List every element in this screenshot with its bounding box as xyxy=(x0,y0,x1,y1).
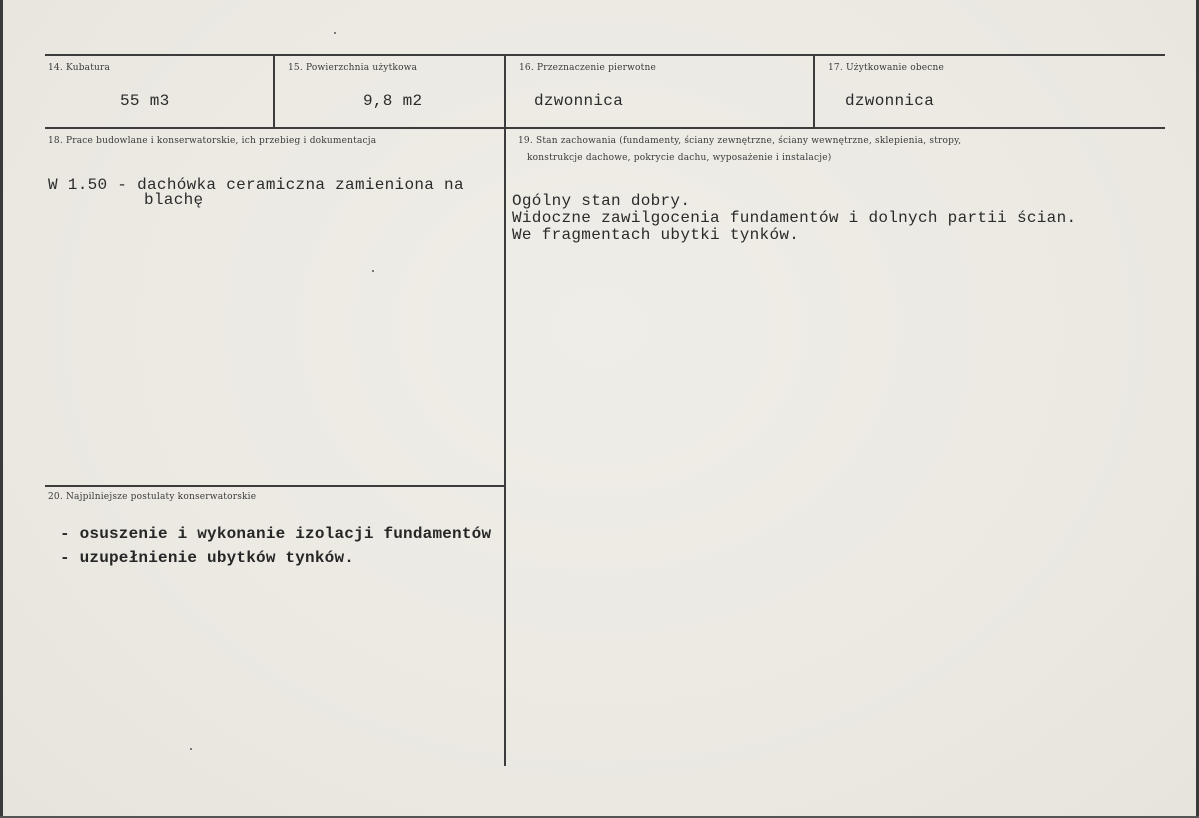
stan-line-1: Ogólny stan dobry. xyxy=(512,192,691,210)
postulaty-line-1: - osuszenie i wykonanie izolacji fundamentów xyxy=(60,525,492,543)
stan-label-line-1: 19. Stan zachowania (fundamenty, ściany zewnętrzne, ściany wewnętrzne, sklepienia, stropy, xyxy=(518,136,962,146)
postulaty-label: 20. Najpilniejsze postulaty konserwatorskie xyxy=(48,492,257,502)
divider-14-15 xyxy=(273,56,275,128)
divider-15-16 xyxy=(504,56,506,766)
prace-label: 18. Prace budowlane i konserwatorskie, ich przebieg i dokumentacja xyxy=(48,136,377,146)
kubatura-value: 55 m3 xyxy=(120,92,170,110)
stan-label-line-2: konstrukcje dachowe, pokrycie dachu, wyposażenie i instalacje) xyxy=(527,153,832,163)
postulaty-line-2: - uzupełnienie ubytków tynków. xyxy=(60,549,355,567)
card-left-edge xyxy=(0,0,3,818)
divider-16-17 xyxy=(813,56,815,128)
powierzchnia-value: 9,8 m2 xyxy=(363,92,423,110)
prace-line-1: W 1.50 - dachówka ceramiczna zamieniona na xyxy=(48,176,464,194)
paper-speck xyxy=(334,32,336,34)
paper-speck xyxy=(190,748,192,750)
row1-bottom-rule xyxy=(45,127,1165,129)
stan-line-2: Widoczne zawilgocenia fundamentów i dolnych partii ścian. xyxy=(512,209,1077,227)
paper-speck xyxy=(372,270,374,272)
przeznaczenie-value: dzwonnica xyxy=(534,92,624,110)
powierzchnia-label: 15. Powierzchnia użytkowa xyxy=(288,63,418,73)
kubatura-label: 14. Kubatura xyxy=(48,63,111,73)
stan-line-3: We fragmentach ubytki tynków. xyxy=(512,226,800,244)
uzytkowanie-value: dzwonnica xyxy=(845,92,935,110)
uzytkowanie-label: 17. Użytkowanie obecne xyxy=(828,63,945,73)
section20-top-rule xyxy=(45,485,505,487)
prace-line-2: blachę xyxy=(144,191,204,209)
przeznaczenie-label: 16. Przeznaczenie pierwotne xyxy=(519,63,657,73)
top-rule xyxy=(45,54,1165,56)
